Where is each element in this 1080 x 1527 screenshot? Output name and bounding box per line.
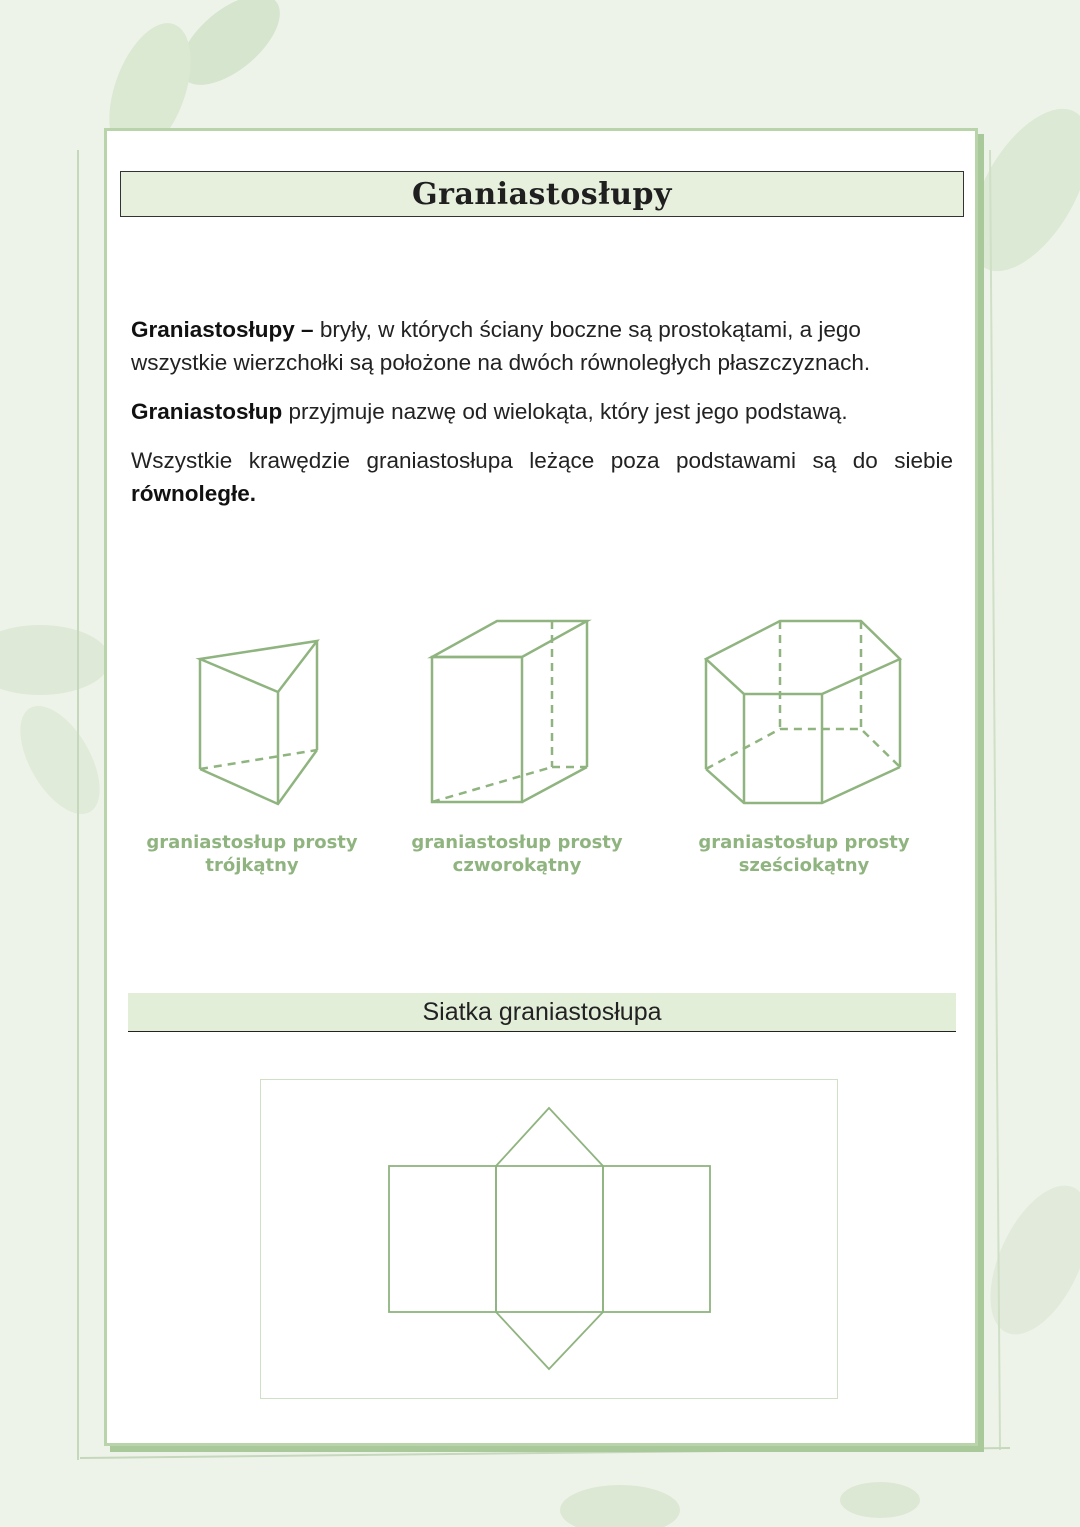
definition-paragraph: [131, 313, 953, 379]
edges-text: Wszystkie krawędzie graniastosłupa leżące poza podstawami są do siebie: [131, 448, 953, 473]
naming-paragraph: [131, 395, 953, 428]
triangular-prism-icon: [192, 636, 322, 811]
title-banner: [120, 171, 964, 217]
caption-hexagonal-line2: sześciokątny: [738, 855, 870, 876]
rectangular-prism-icon: [427, 619, 592, 809]
definition-text: bryły, w których ściany boczne są prostokątami, a jego wszystkie wierzchołki są położone na dwóch równoległych płaszczyznach.: [131, 317, 871, 375]
caption-rectangular-line1: graniastosłup prosty: [411, 832, 623, 853]
net-section-title: Siatka graniastosłupa: [422, 997, 662, 1026]
caption-triangular: [142, 831, 362, 877]
prism-net-icon: [261, 1080, 837, 1398]
caption-triangular-line2: trójkątny: [205, 855, 299, 876]
caption-hexagonal-line1: graniastosłup prosty: [698, 832, 910, 853]
definition-dash: –: [294, 317, 320, 342]
definition-term: Graniastosłupy: [131, 317, 295, 342]
caption-rectangular-line2: czworokątny: [452, 855, 582, 876]
edges-paragraph: [131, 444, 953, 510]
hexagonal-prism-icon: [701, 619, 906, 809]
edges-bold: równoległe.: [131, 481, 257, 506]
caption-triangular-line1: graniastosłup prosty: [146, 832, 358, 853]
naming-term: Graniastosłup: [131, 399, 283, 424]
net-section-header: [128, 993, 956, 1032]
worksheet-page: [104, 128, 978, 1446]
caption-rectangular: [407, 831, 627, 877]
net-frame: [260, 1079, 838, 1399]
page-title: Graniastosłupy: [412, 176, 672, 212]
caption-hexagonal: [694, 831, 914, 877]
naming-text: przyjmuje nazwę od wielokąta, który jest jego podstawą.: [282, 399, 848, 424]
